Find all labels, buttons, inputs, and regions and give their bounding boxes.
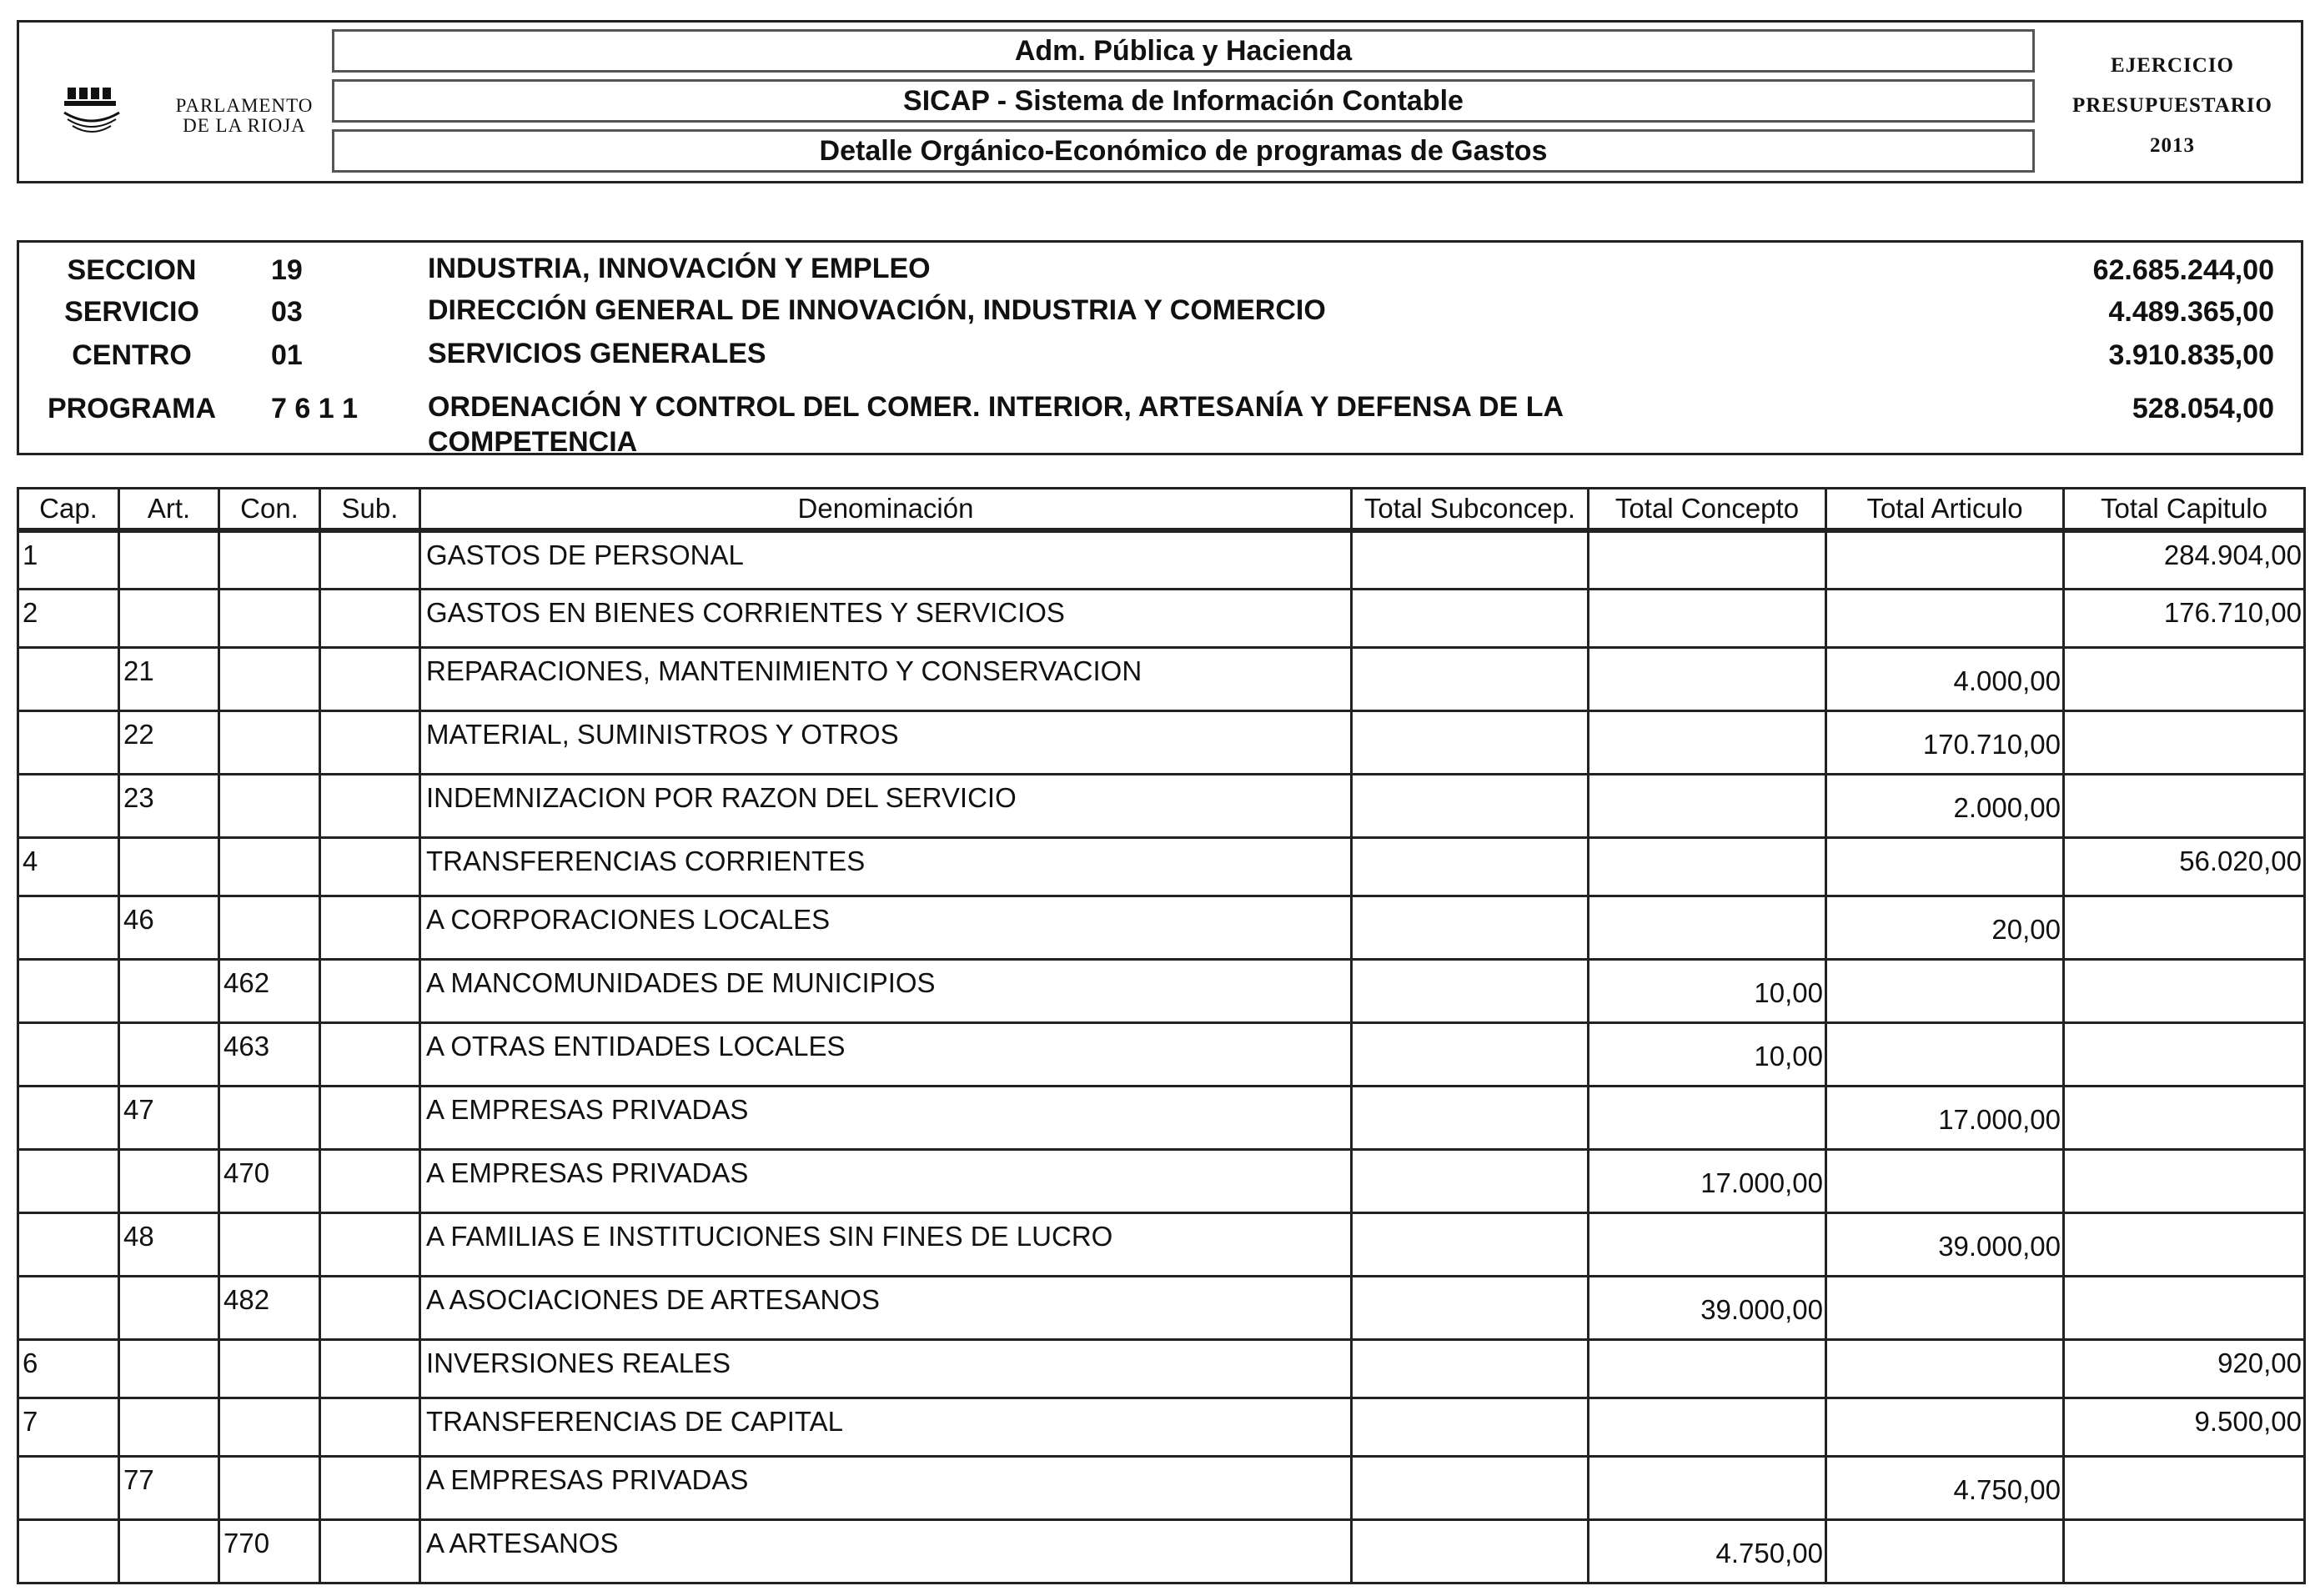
denominacion-cell: REPARACIONES, MANTENIMIENTO Y CONSERVACION	[420, 647, 1352, 710]
servicio-desc: DIRECCIÓN GENERAL DE INNOVACIÓN, INDUSTRIA Y COMERCIO	[428, 294, 1326, 326]
total-subconcepto-cell	[1352, 1149, 1589, 1212]
total-subconcepto-cell	[1352, 1398, 1589, 1456]
art-cell	[119, 530, 219, 589]
sub-cell	[320, 530, 420, 589]
denominacion-cell: MATERIAL, SUMINISTROS Y OTROS	[420, 710, 1352, 774]
art-cell: 23	[119, 774, 219, 837]
total-capitulo-cell: 920,00	[2064, 1339, 2305, 1398]
total-articulo-cell	[1826, 589, 2064, 647]
con-cell	[219, 647, 320, 710]
budget-year: 2013	[2150, 134, 2195, 157]
total-articulo-cell: 20,00	[1826, 896, 2064, 959]
total-subconcepto-cell	[1352, 1339, 1589, 1398]
seccion-label: SECCION	[67, 254, 197, 286]
header-title-1: Adm. Pública y Hacienda	[332, 29, 2035, 73]
denominacion-cell: A EMPRESAS PRIVADAS	[420, 1456, 1352, 1519]
total-articulo-cell: 2.000,00	[1826, 774, 2064, 837]
document-header	[17, 20, 2303, 183]
denominacion-cell: INDEMNIZACION POR RAZON DEL SERVICIO	[420, 774, 1352, 837]
table-row	[18, 959, 2305, 1022]
sub-cell	[320, 1398, 420, 1456]
col-cap-header: Cap.	[18, 489, 119, 531]
cap-cell: 6	[18, 1339, 119, 1398]
cap-cell	[18, 1212, 119, 1276]
con-cell	[219, 896, 320, 959]
total-concepto-cell: 10,00	[1589, 959, 1826, 1022]
art-cell: 47	[119, 1086, 219, 1149]
denominacion-cell: GASTOS EN BIENES CORRIENTES Y SERVICIOS	[420, 589, 1352, 647]
total-articulo-cell: 170.710,00	[1826, 710, 2064, 774]
total-articulo-cell	[1826, 1339, 2064, 1398]
total-articulo-cell	[1826, 1022, 2064, 1086]
con-cell	[219, 1086, 320, 1149]
cap-cell: 1	[18, 530, 119, 589]
total-concepto-cell	[1589, 530, 1826, 589]
sub-cell	[320, 774, 420, 837]
cap-cell	[18, 1086, 119, 1149]
table-row	[18, 896, 2305, 959]
sub-cell	[320, 959, 420, 1022]
art-cell	[119, 1339, 219, 1398]
col-sub-header: Sub.	[320, 489, 420, 531]
total-capitulo-cell	[2064, 1149, 2305, 1212]
table-row	[18, 1456, 2305, 1519]
total-concepto-cell	[1589, 1456, 1826, 1519]
total-capitulo-cell: 56.020,00	[2064, 837, 2305, 896]
denominacion-cell: A EMPRESAS PRIVADAS	[420, 1149, 1352, 1212]
total-capitulo-cell	[2064, 647, 2305, 710]
total-articulo-cell	[1826, 530, 2064, 589]
art-cell	[119, 837, 219, 896]
art-cell	[119, 1022, 219, 1086]
table-row	[18, 1022, 2305, 1086]
con-cell: 462	[219, 959, 320, 1022]
total-capitulo-cell	[2064, 710, 2305, 774]
total-articulo-cell	[1826, 837, 2064, 896]
sub-cell	[320, 1276, 420, 1339]
table-header-row	[18, 489, 2305, 531]
total-capitulo-cell	[2064, 896, 2305, 959]
parliament-logo	[63, 88, 121, 171]
total-capitulo-cell: 9.500,00	[2064, 1398, 2305, 1456]
centro-amount: 3.910.835,00	[2108, 339, 2274, 371]
total-concepto-cell: 4.750,00	[1589, 1519, 1826, 1583]
cap-cell	[18, 1149, 119, 1212]
total-subconcepto-cell	[1352, 1086, 1589, 1149]
total-subconcepto-cell	[1352, 959, 1589, 1022]
art-cell: 77	[119, 1456, 219, 1519]
total-subconcepto-cell	[1352, 1212, 1589, 1276]
total-articulo-cell: 39.000,00	[1826, 1212, 2064, 1276]
denominacion-cell: A MANCOMUNIDADES DE MUNICIPIOS	[420, 959, 1352, 1022]
total-articulo-cell	[1826, 959, 2064, 1022]
col-total-articulo-header: Total Articulo	[1826, 489, 2064, 531]
total-capitulo-cell	[2064, 959, 2305, 1022]
total-subconcepto-cell	[1352, 710, 1589, 774]
cap-cell: 2	[18, 589, 119, 647]
art-cell	[119, 1276, 219, 1339]
sub-cell	[320, 1212, 420, 1276]
art-cell: 46	[119, 896, 219, 959]
table-row	[18, 774, 2305, 837]
header-title-3: Detalle Orgánico-Económico de programas de Gastos	[332, 129, 2035, 173]
art-cell: 21	[119, 647, 219, 710]
denominacion-cell: TRANSFERENCIAS DE CAPITAL	[420, 1398, 1352, 1456]
total-capitulo-cell	[2064, 774, 2305, 837]
total-concepto-cell: 17.000,00	[1589, 1149, 1826, 1212]
seccion-desc: INDUSTRIA, INNOVACIÓN Y EMPLEO	[428, 253, 931, 284]
total-subconcepto-cell	[1352, 837, 1589, 896]
total-capitulo-cell	[2064, 1276, 2305, 1339]
denominacion-cell: A EMPRESAS PRIVADAS	[420, 1086, 1352, 1149]
total-capitulo-cell	[2064, 1022, 2305, 1086]
table-row	[18, 710, 2305, 774]
sub-cell	[320, 1456, 420, 1519]
servicio-label: SERVICIO	[64, 296, 199, 328]
total-subconcepto-cell	[1352, 1022, 1589, 1086]
cap-cell	[18, 710, 119, 774]
denominacion-cell: INVERSIONES REALES	[420, 1339, 1352, 1398]
sub-cell	[320, 710, 420, 774]
total-concepto-cell	[1589, 1339, 1826, 1398]
parliament-name	[144, 96, 344, 136]
ejercicio-label: EJERCICIO	[2111, 54, 2234, 77]
centro-desc: SERVICIOS GENERALES	[428, 338, 766, 369]
con-cell: 470	[219, 1149, 320, 1212]
art-cell	[119, 589, 219, 647]
total-articulo-cell: 4.750,00	[1826, 1456, 2064, 1519]
programa-label: PROGRAMA	[47, 393, 217, 424]
con-cell	[219, 1398, 320, 1456]
total-capitulo-cell: 176.710,00	[2064, 589, 2305, 647]
total-capitulo-cell	[2064, 1456, 2305, 1519]
cap-cell: 4	[18, 837, 119, 896]
con-cell	[219, 774, 320, 837]
cap-cell	[18, 1519, 119, 1583]
cap-cell	[18, 647, 119, 710]
col-denominacion-header: Denominación	[420, 489, 1352, 531]
total-articulo-cell: 17.000,00	[1826, 1086, 2064, 1149]
col-art-header: Art.	[119, 489, 219, 531]
cap-cell	[18, 896, 119, 959]
total-articulo-cell	[1826, 1276, 2064, 1339]
total-concepto-cell	[1589, 837, 1826, 896]
presupuestario-label: PRESUPUESTARIO	[2072, 94, 2272, 117]
table-row	[18, 647, 2305, 710]
total-concepto-cell	[1589, 589, 1826, 647]
program-info	[17, 240, 2303, 458]
total-concepto-cell	[1589, 1086, 1826, 1149]
total-subconcepto-cell	[1352, 1456, 1589, 1519]
total-capitulo-cell	[2064, 1086, 2305, 1149]
denominacion-cell: A ASOCIACIONES DE ARTESANOS	[420, 1276, 1352, 1339]
sub-cell	[320, 1022, 420, 1086]
total-subconcepto-cell	[1352, 774, 1589, 837]
con-cell	[219, 530, 320, 589]
programa-desc: ORDENACIÓN Y CONTROL DEL COMER. INTERIOR, ARTESANÍA Y DEFENSA DE LA COMPETENCIA	[428, 391, 1563, 458]
con-cell: 770	[219, 1519, 320, 1583]
total-articulo-cell	[1826, 1519, 2064, 1583]
table-row	[18, 530, 2305, 589]
seccion-amount: 62.685.244,00	[2092, 254, 2274, 286]
table-row	[18, 837, 2305, 896]
denominacion-cell: GASTOS DE PERSONAL	[420, 530, 1352, 589]
table-row	[18, 589, 2305, 647]
total-concepto-cell	[1589, 710, 1826, 774]
con-cell	[219, 837, 320, 896]
total-concepto-cell	[1589, 1212, 1826, 1276]
budget-table	[17, 487, 2306, 1584]
art-cell	[119, 1519, 219, 1583]
denominacion-cell: A CORPORACIONES LOCALES	[420, 896, 1352, 959]
cap-cell: 7	[18, 1398, 119, 1456]
sub-cell	[320, 1149, 420, 1212]
art-cell	[119, 959, 219, 1022]
total-subconcepto-cell	[1352, 647, 1589, 710]
art-cell: 48	[119, 1212, 219, 1276]
total-subconcepto-cell	[1352, 589, 1589, 647]
sub-cell	[320, 1086, 420, 1149]
con-cell: 463	[219, 1022, 320, 1086]
denominacion-cell: TRANSFERENCIAS CORRIENTES	[420, 837, 1352, 896]
total-articulo-cell	[1826, 1398, 2064, 1456]
org-line2: DE LA RIOJA	[183, 115, 306, 136]
con-cell	[219, 1339, 320, 1398]
con-cell: 482	[219, 1276, 320, 1339]
cap-cell	[18, 959, 119, 1022]
total-articulo-cell	[1826, 1149, 2064, 1212]
table-row	[18, 1339, 2305, 1398]
total-subconcepto-cell	[1352, 896, 1589, 959]
table-row	[18, 1212, 2305, 1276]
sub-cell	[320, 837, 420, 896]
total-concepto-cell	[1589, 1398, 1826, 1456]
total-articulo-cell: 4.000,00	[1826, 647, 2064, 710]
table-body	[18, 530, 2305, 1583]
programa-amount: 528.054,00	[2132, 393, 2274, 424]
total-subconcepto-cell	[1352, 530, 1589, 589]
sub-cell	[320, 647, 420, 710]
servicio-amount: 4.489.365,00	[2108, 296, 2274, 328]
col-total-concepto-header: Total Concepto	[1589, 489, 1826, 531]
table-row	[18, 1276, 2305, 1339]
table-row	[18, 1086, 2305, 1149]
art-cell	[119, 1149, 219, 1212]
cap-cell	[18, 1276, 119, 1339]
con-cell	[219, 1456, 320, 1519]
denominacion-cell: A ARTESANOS	[420, 1519, 1352, 1583]
con-cell	[219, 710, 320, 774]
cap-cell	[18, 1456, 119, 1519]
sub-cell	[320, 1339, 420, 1398]
con-cell	[219, 589, 320, 647]
col-total-capitulo-header: Total Capitulo	[2064, 489, 2305, 531]
programa-code: 7 6 1 1	[271, 393, 358, 424]
centro-code: 01	[271, 339, 303, 371]
total-subconcepto-cell	[1352, 1276, 1589, 1339]
sub-cell	[320, 896, 420, 959]
col-con-header: Con.	[219, 489, 320, 531]
header-title-2: SICAP - Sistema de Información Contable	[332, 79, 2035, 123]
cap-cell	[18, 774, 119, 837]
total-concepto-cell: 39.000,00	[1589, 1276, 1826, 1339]
total-concepto-cell: 10,00	[1589, 1022, 1826, 1086]
denominacion-cell: A OTRAS ENTIDADES LOCALES	[420, 1022, 1352, 1086]
total-concepto-cell	[1589, 896, 1826, 959]
denominacion-cell: A FAMILIAS E INSTITUCIONES SIN FINES DE LUCRO	[420, 1212, 1352, 1276]
seccion-code: 19	[271, 254, 303, 286]
total-capitulo-cell	[2064, 1212, 2305, 1276]
con-cell	[219, 1212, 320, 1276]
art-cell	[119, 1398, 219, 1456]
org-line1: PARLAMENTO	[175, 95, 314, 116]
total-subconcepto-cell	[1352, 1519, 1589, 1583]
centro-label: CENTRO	[72, 339, 192, 371]
table-row	[18, 1398, 2305, 1456]
total-capitulo-cell: 284.904,00	[2064, 530, 2305, 589]
art-cell: 22	[119, 710, 219, 774]
table-row	[18, 1519, 2305, 1583]
total-capitulo-cell	[2064, 1519, 2305, 1583]
total-concepto-cell	[1589, 647, 1826, 710]
servicio-code: 03	[271, 296, 303, 328]
sub-cell	[320, 589, 420, 647]
cap-cell	[18, 1022, 119, 1086]
col-total-subconcepto-header: Total Subconcep.	[1352, 489, 1589, 531]
table-row	[18, 1149, 2305, 1212]
sub-cell	[320, 1519, 420, 1583]
total-concepto-cell	[1589, 774, 1826, 837]
